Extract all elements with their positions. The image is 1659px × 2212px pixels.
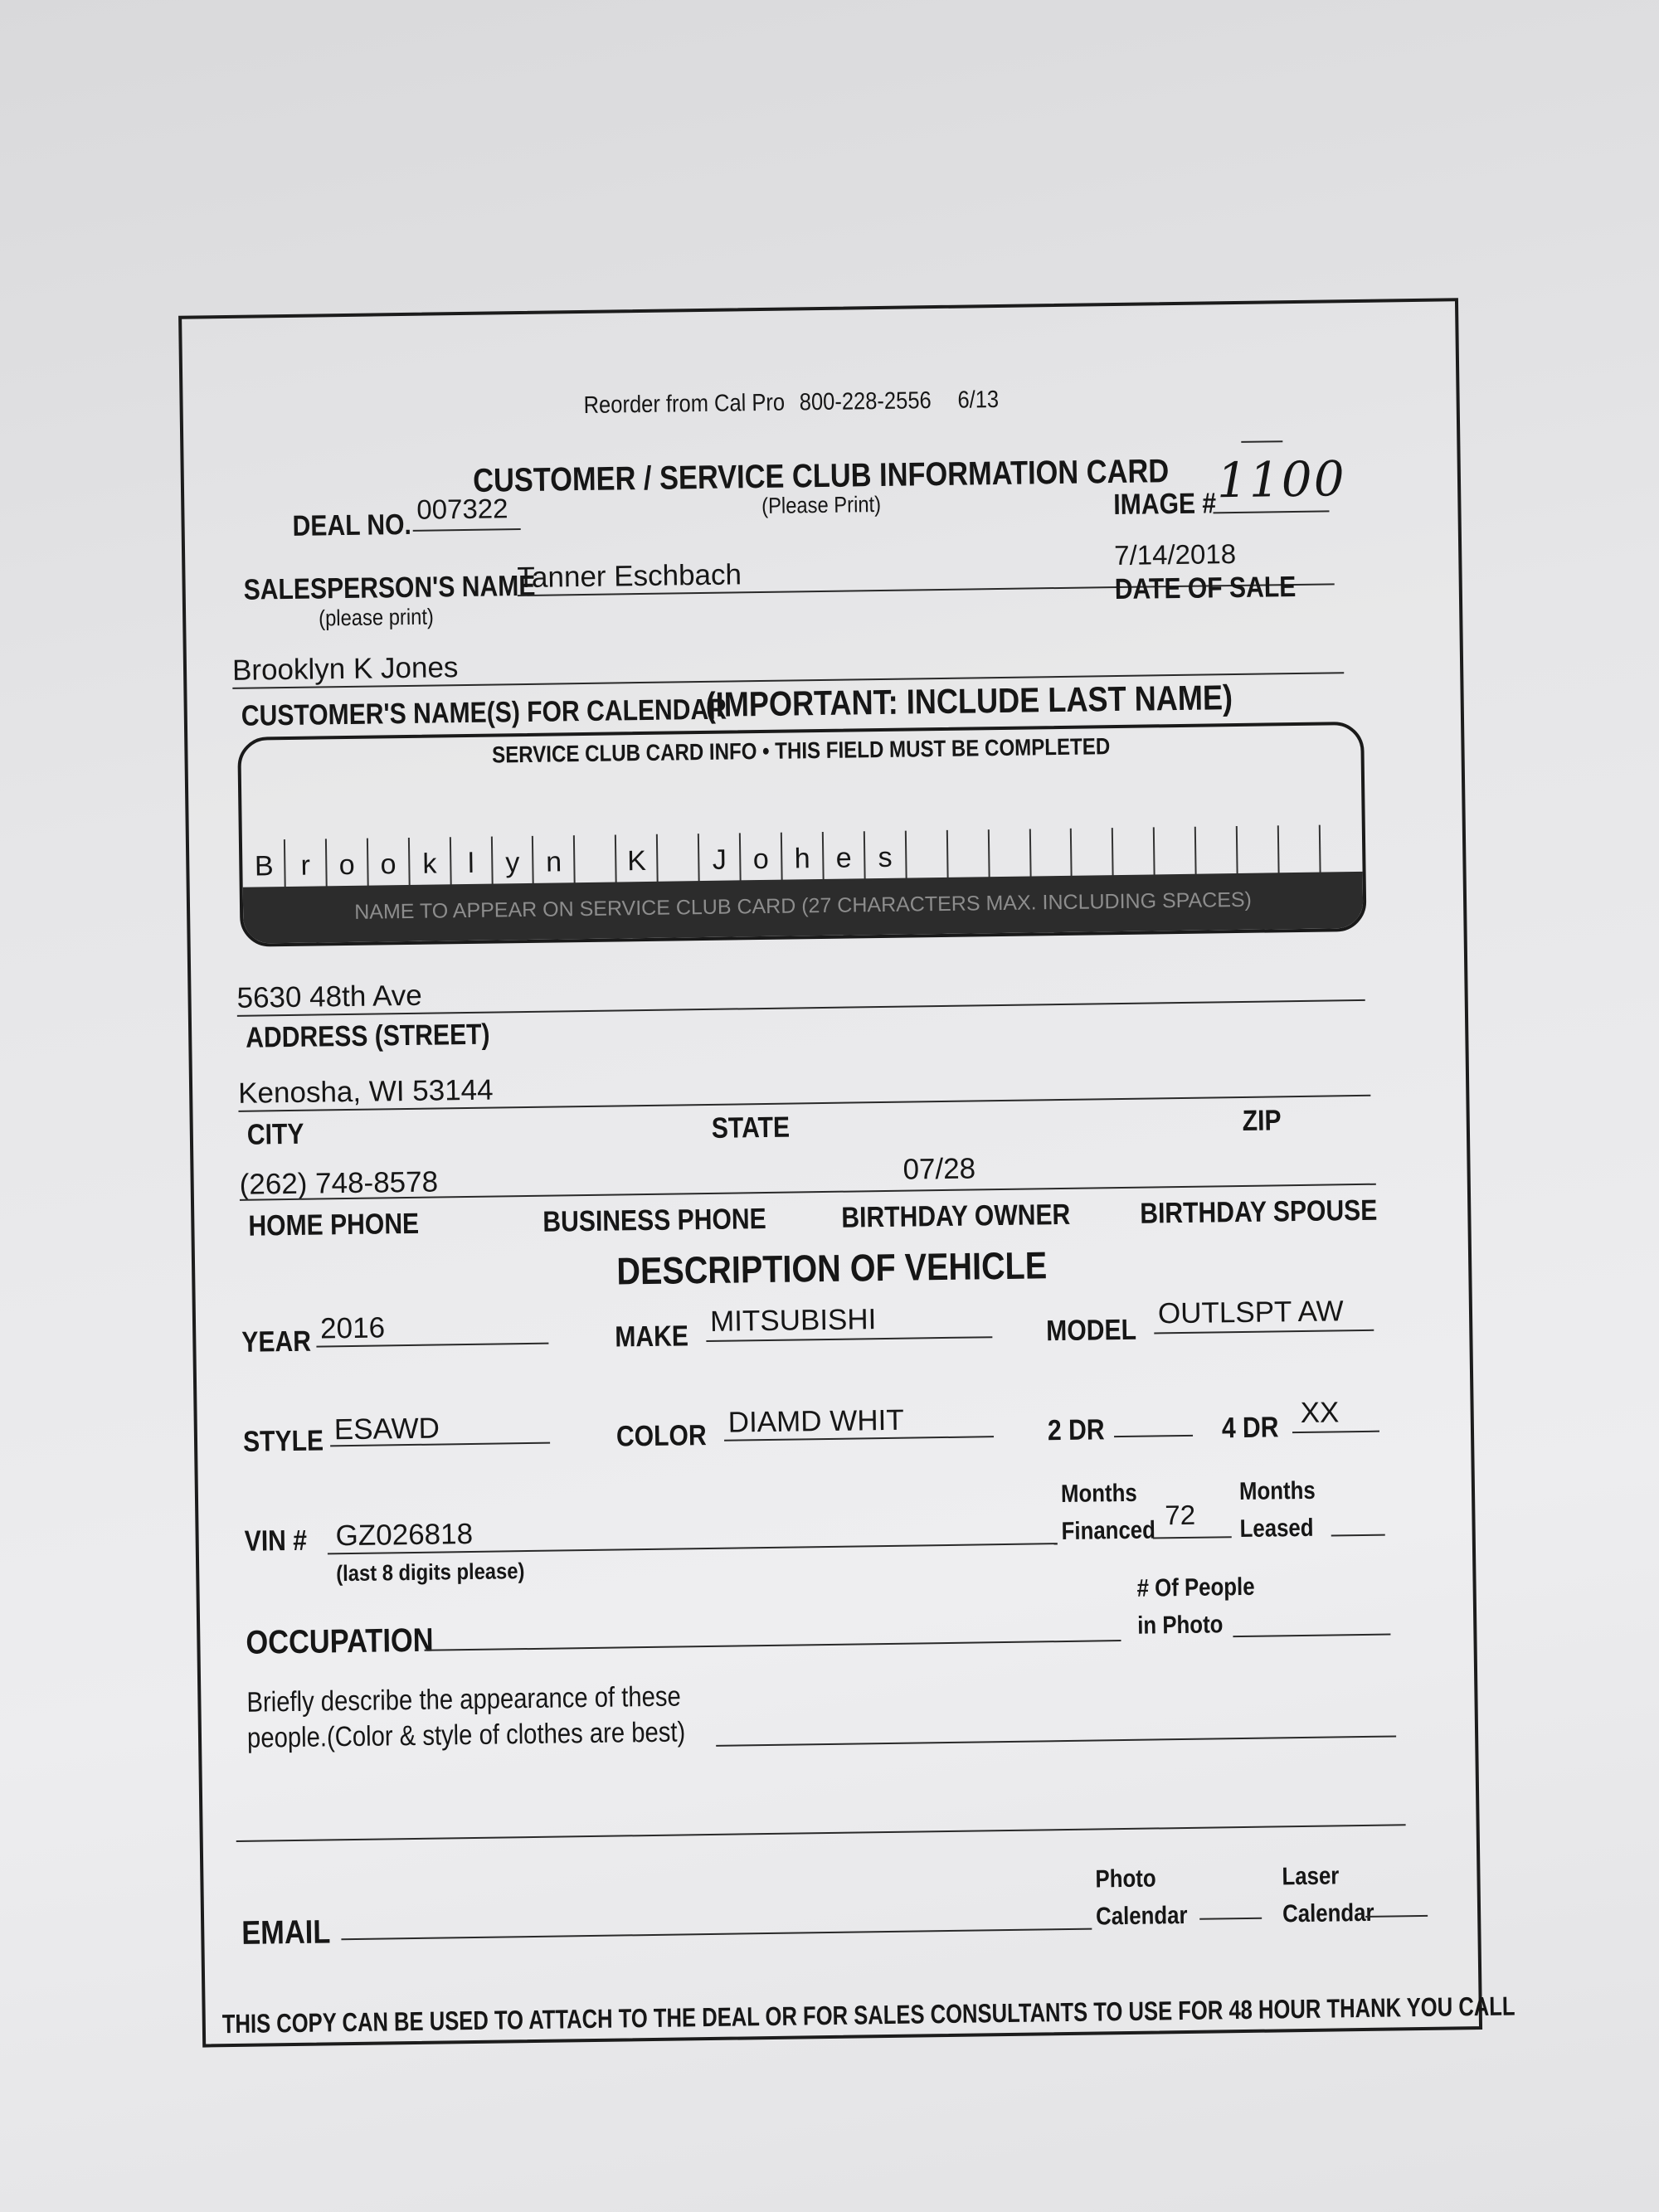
footer-note: THIS COPY CAN BE USED TO ATTACH TO THE DEAL OR FOR SALES CONSULTANTS TO USE FOR 48 HOUR THANK YOU CALL <box>221 1991 1515 2039</box>
deal-value[interactable]: 007322 <box>416 493 508 525</box>
state-label: STATE <box>711 1111 791 1145</box>
four-door-value[interactable]: XX <box>1300 1396 1340 1430</box>
form-title: CUSTOMER / SERVICE CLUB INFORMATION CARD <box>472 453 1170 499</box>
zip-label: ZIP <box>1242 1104 1282 1137</box>
birthday-owner-label: BIRTHDAY OWNER <box>841 1198 1071 1234</box>
service-club-header: SERVICE CLUB CARD INFO • THIS FIELD MUST BE COMPLETED <box>491 733 1111 768</box>
two-door-label: 2 DR <box>1047 1413 1105 1447</box>
birthday-spouse-label: BIRTHDAY SPOUSE <box>1140 1194 1378 1230</box>
salesperson-label: SALESPERSON'S NAME <box>243 569 536 606</box>
describe-line <box>716 1735 1396 1746</box>
char-cell[interactable]: e <box>824 831 866 880</box>
city-value[interactable]: Kenosha, WI 53144 <box>237 1073 494 1110</box>
char-cell[interactable] <box>575 834 617 883</box>
model-value[interactable]: OUTLSPT AW <box>1157 1295 1344 1330</box>
two-door-line <box>1114 1435 1193 1437</box>
color-label: COLOR <box>615 1419 707 1453</box>
months-leased-line <box>1331 1534 1385 1537</box>
home-phone-value[interactable]: (262) 748-8578 <box>239 1165 439 1201</box>
service-club-box <box>237 722 1366 947</box>
service-header-wrap <box>241 730 1360 772</box>
char-cell[interactable] <box>1072 828 1114 877</box>
service-club-footer: NAME TO APPEAR ON SERVICE CLUB CARD (27 CHARACTERS MAX. INCLUDING SPACES) <box>354 887 1253 924</box>
info-card <box>178 298 1515 2047</box>
model-label: MODEL <box>1045 1313 1137 1348</box>
char-cell[interactable] <box>1196 826 1238 875</box>
char-cell[interactable] <box>1113 827 1155 876</box>
vin-label: VIN # <box>244 1524 308 1558</box>
vin-note: (last 8 digits please) <box>336 1558 525 1587</box>
photo-calendar-label-2: Calendar <box>1095 1901 1188 1931</box>
char-cell[interactable] <box>1155 827 1197 876</box>
photo-calendar-line <box>1199 1918 1262 1920</box>
business-phone-label: BUSINESS PHONE <box>542 1202 766 1238</box>
salesperson-note: (please print) <box>318 604 435 631</box>
four-door-line <box>1292 1431 1379 1433</box>
email-label: EMAIL <box>241 1913 331 1952</box>
char-cell[interactable]: h <box>782 832 825 881</box>
color-value[interactable]: DIAMD WHIT <box>727 1403 904 1439</box>
occupation-label: OCCUPATION <box>246 1621 434 1661</box>
date-of-sale-value[interactable]: 7/14/2018 <box>1113 538 1237 571</box>
describe-extra-line <box>236 1824 1406 1842</box>
char-cell[interactable]: n <box>533 835 576 884</box>
char-cell[interactable]: s <box>865 831 907 880</box>
char-cell[interactable] <box>947 829 990 878</box>
address-label: ADDRESS (STREET) <box>245 1018 490 1054</box>
months-financed-value[interactable]: 72 <box>1165 1499 1196 1531</box>
revision: 6/13 <box>957 386 1000 414</box>
image-value[interactable]: 1100 <box>1216 450 1347 509</box>
describe-line-2: people.(Color & style of clothes are best) <box>246 1716 686 1754</box>
image-label: IMAGE # <box>1113 487 1217 522</box>
deal-line <box>413 528 521 532</box>
header-dash <box>1241 440 1282 443</box>
describe-line-1: Briefly describe the appearance of these <box>246 1680 682 1719</box>
char-cell[interactable]: o <box>741 833 783 882</box>
char-cell[interactable] <box>989 829 1031 878</box>
char-cell[interactable]: r <box>285 839 328 887</box>
laser-calendar-label-1: Laser <box>1282 1862 1340 1891</box>
months-financed-line <box>1153 1536 1232 1539</box>
people-in-photo-label-2: in Photo <box>1137 1611 1224 1640</box>
vehicle-title: DESCRIPTION OF VEHICLE <box>615 1243 1048 1293</box>
photo-calendar-label-1: Photo <box>1095 1864 1156 1894</box>
laser-calendar-line <box>1365 1915 1428 1918</box>
address-value[interactable]: 5630 48th Ave <box>236 979 423 1014</box>
reorder-line <box>182 380 1456 425</box>
char-cell[interactable] <box>1321 824 1361 873</box>
char-cell[interactable]: k <box>410 837 452 886</box>
people-in-photo-line <box>1233 1634 1390 1638</box>
city-label: CITY <box>246 1117 304 1151</box>
char-cell[interactable]: y <box>492 836 534 885</box>
deal-label: DEAL NO. <box>292 508 412 542</box>
people-in-photo-label-1: # Of People <box>1136 1573 1255 1602</box>
months-leased-label-2: Leased <box>1239 1514 1314 1544</box>
year-label: YEAR <box>241 1325 312 1359</box>
char-cell[interactable]: l <box>450 837 493 886</box>
customer-name-label: CUSTOMER'S NAME(S) FOR CALENDAR <box>241 693 727 732</box>
customer-name-value[interactable]: Brooklyn K Jones <box>231 651 459 687</box>
four-door-label: 4 DR <box>1221 1411 1279 1445</box>
char-cell[interactable]: o <box>327 839 369 887</box>
char-cell[interactable]: K <box>616 834 659 883</box>
vehicle-title-wrap <box>195 1237 1469 1299</box>
year-value[interactable]: 2016 <box>319 1311 386 1345</box>
please-print: (Please Print) <box>761 491 882 518</box>
home-phone-label: HOME PHONE <box>248 1207 420 1242</box>
important-note: (IMPORTANT: INCLUDE LAST NAME) <box>705 678 1233 724</box>
reorder-phone: 800-228-2556 <box>799 387 932 416</box>
birthday-owner-value[interactable]: 07/28 <box>902 1152 976 1186</box>
char-cell[interactable]: o <box>368 838 411 887</box>
char-cell[interactable] <box>1238 825 1280 874</box>
months-financed-label-1: Months <box>1060 1479 1137 1509</box>
salesperson-value[interactable]: Tanner Eschbach <box>517 558 742 595</box>
char-cell[interactable]: B <box>244 839 286 888</box>
char-cell[interactable] <box>658 834 700 882</box>
months-financed-label-2: Financed <box>1061 1516 1156 1546</box>
char-cell[interactable] <box>907 830 949 879</box>
occupation-line <box>425 1640 1121 1651</box>
style-value[interactable]: ESAWD <box>333 1412 440 1446</box>
laser-calendar-label-2: Calendar <box>1282 1898 1374 1928</box>
make-label: MAKE <box>615 1320 689 1354</box>
char-cell[interactable] <box>1030 829 1073 878</box>
email-line <box>341 1928 1092 1941</box>
make-value[interactable]: MITSUBISHI <box>709 1303 877 1338</box>
style-label: STYLE <box>242 1424 324 1458</box>
months-leased-label-1: Months <box>1238 1476 1316 1506</box>
date-of-sale-label: DATE OF SALE <box>1114 570 1297 606</box>
char-cell[interactable]: J <box>699 833 742 882</box>
vin-value[interactable]: GZ026818 <box>335 1517 474 1553</box>
char-cell[interactable] <box>1279 825 1321 874</box>
reorder-text: Reorder from Cal Pro <box>583 389 786 419</box>
